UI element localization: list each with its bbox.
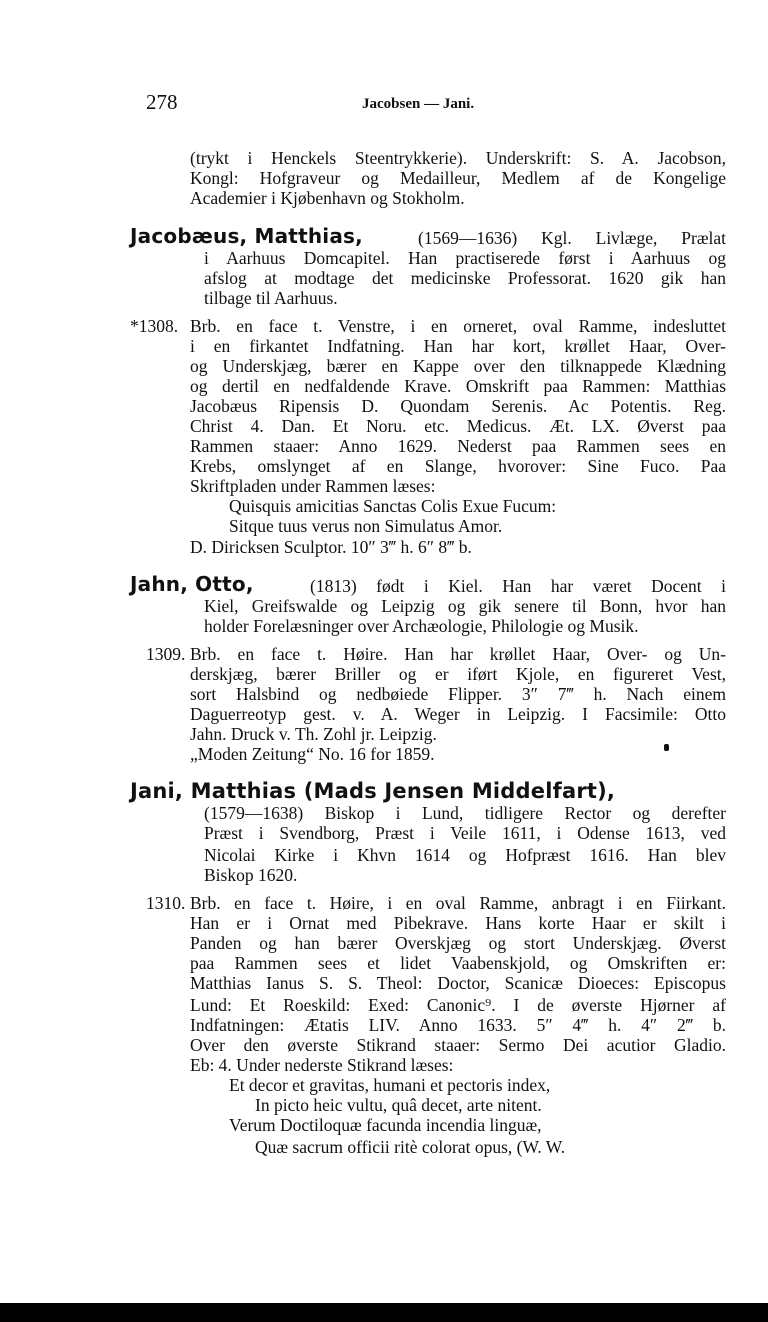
scan-edge-bar xyxy=(0,1303,768,1322)
text-line: Han er i Ornat med Pibekrave. Hans korte Haar er skilt i xyxy=(190,913,726,933)
text-line: Christ 4. Dan. Et Noru. etc. Medicus. Æt. LX. Øverst paa xyxy=(190,416,726,436)
text-line: Indfatningen: Ætatis LIV. Anno 1633. 5″ 4‴ h. 4″ 2‴ b. xyxy=(190,1015,726,1035)
text-line: Brb. en face t. Høire, i en oval Ramme, anbragt i en Fiirkant. xyxy=(190,893,726,913)
text-line: D. Diricksen Sculptor. 10″ 3‴ h. 6″ 8‴ b. xyxy=(190,537,472,557)
text-line: Brb. en face t. Høire. Han har krøllet Haar, Over- og Un- xyxy=(190,644,726,664)
text-line: (1569—1636) Kgl. Livlæge, Prælat xyxy=(418,228,726,248)
text-line: Kiel, Greifswalde og Leipzig og gik senere til Bonn, hvor han xyxy=(204,596,726,616)
text-line: afslog at modtage det medicinske Professorat. 1620 gik han xyxy=(204,268,726,288)
text-line: (trykt i Henckels Steentrykkerie). Underskrift: S. A. Jacobson, xyxy=(190,148,726,168)
text-line: Panden og han bærer Overskjæg og stort Underskjæg. Øverst xyxy=(190,933,726,953)
verse-line: In picto heic vultu, quâ decet, arte nitent. xyxy=(255,1095,542,1115)
text-line: (1579—1638) Biskop i Lund, tidligere Rector og derefter xyxy=(204,803,726,823)
verse-line: Quisquis amicitias Sanctas Colis Exue Fucum: xyxy=(229,496,557,516)
entry-headword: Jacobæus, Matthias, xyxy=(130,224,363,248)
item-number: *1308. xyxy=(130,316,179,336)
verse-line: Sitque tuus verus non Simulatus Amor. xyxy=(229,516,503,536)
text-line: Academier i Kjøbenhavn og Stokholm. xyxy=(190,188,465,208)
verse-line: Quæ sacrum officii ritè colorat opus, (W. W. xyxy=(255,1137,566,1157)
ink-speck xyxy=(664,744,669,751)
verse-line: Verum Doctiloquæ facunda incendia linguæ, xyxy=(229,1115,542,1135)
text-line: derskjæg, bærer Briller og er iført Kjole, en figureret Vest, xyxy=(190,664,726,684)
text-line: holder Forelæsninger over Archæologie, Philologie og Musik. xyxy=(204,616,639,636)
text-line: Eb: 4. Under nederste Stikrand læses: xyxy=(190,1055,454,1075)
text-line: i en firkantet Indfatning. Han har kort, krøllet Haar, Over- xyxy=(190,336,726,356)
text-line: tilbage til Aarhuus. xyxy=(204,288,338,308)
item-number: 1310. xyxy=(146,893,186,913)
verse-line: Et decor et gravitas, humani et pectoris index, xyxy=(229,1075,551,1095)
text-line: Krebs, omslynget af en Slange, hvorover: Sine Fuco. Paa xyxy=(190,456,726,476)
text-line: paa Rammen sees et lidet Vaabenskjold, og Omskriften er: xyxy=(190,953,726,973)
text-line: Kongl: Hofgraveur og Medailleur, Medlem af de Kongelige xyxy=(190,168,726,188)
text-line: Biskop 1620. xyxy=(204,865,298,885)
running-title: Jacobsen — Jani. xyxy=(362,96,475,112)
page-number: 278 xyxy=(146,90,178,114)
text-line: (1813) født i Kiel. Han har været Docent i xyxy=(310,576,726,596)
item-number: 1309. xyxy=(146,644,186,664)
entry-headword: Jani, Matthias (Mads Jensen Middelfart), xyxy=(130,779,616,803)
text-line: Daguerreotyp gest. v. A. Weger in Leipzig. I Facsimile: Otto xyxy=(190,704,726,724)
text-line: Skriftpladen under Rammen læses: xyxy=(190,476,436,496)
text-line: i Aarhuus Domcapitel. Han practiserede først i Aarhuus og xyxy=(204,248,726,268)
text-line: Jacobæus Ripensis D. Quondam Serenis. Ac Potentis. Reg. xyxy=(190,396,726,416)
text-line: Jahn. Druck v. Th. Zohl jr. Leipzig. xyxy=(190,724,437,744)
entry-headword: Jahn, Otto, xyxy=(130,572,254,596)
text-line: Nicolai Kirke i Khvn 1614 og Hofpræst 1616. Han blev xyxy=(204,845,726,865)
text-line: og dertil en nedfaldende Krave. Omskrift paa Rammen: Matthias xyxy=(190,376,726,396)
text-line: Rammen staaer: Anno 1629. Nederst paa Rammen sees en xyxy=(190,436,726,456)
text-line: Præst i Svendborg, Præst i Veile 1611, i Odense 1613, ved xyxy=(204,823,726,843)
text-line: Matthias Ianus S. S. Theol: Doctor, Scanicæ Dioeces: Episcopus xyxy=(190,973,726,993)
text-line: „Moden Zeitung“ No. 16 for 1859. xyxy=(190,744,435,764)
text-line: Lund: Et Roeskild: Exed: Canonic⁹. I de øverste Hjørner af xyxy=(190,995,726,1015)
text-line: og Underskjæg, bærer en Kappe over den tilknappede Klædning xyxy=(190,356,726,376)
text-line: sort Halsbind og nedbøiede Flipper. 3″ 7‴ h. Nach einem xyxy=(190,684,726,704)
text-line: Brb. en face t. Venstre, i en orneret, oval Ramme, indesluttet xyxy=(190,316,726,336)
text-line: Over den øverste Stikrand staaer: Sermo Dei acutior Gladio. xyxy=(190,1035,726,1055)
